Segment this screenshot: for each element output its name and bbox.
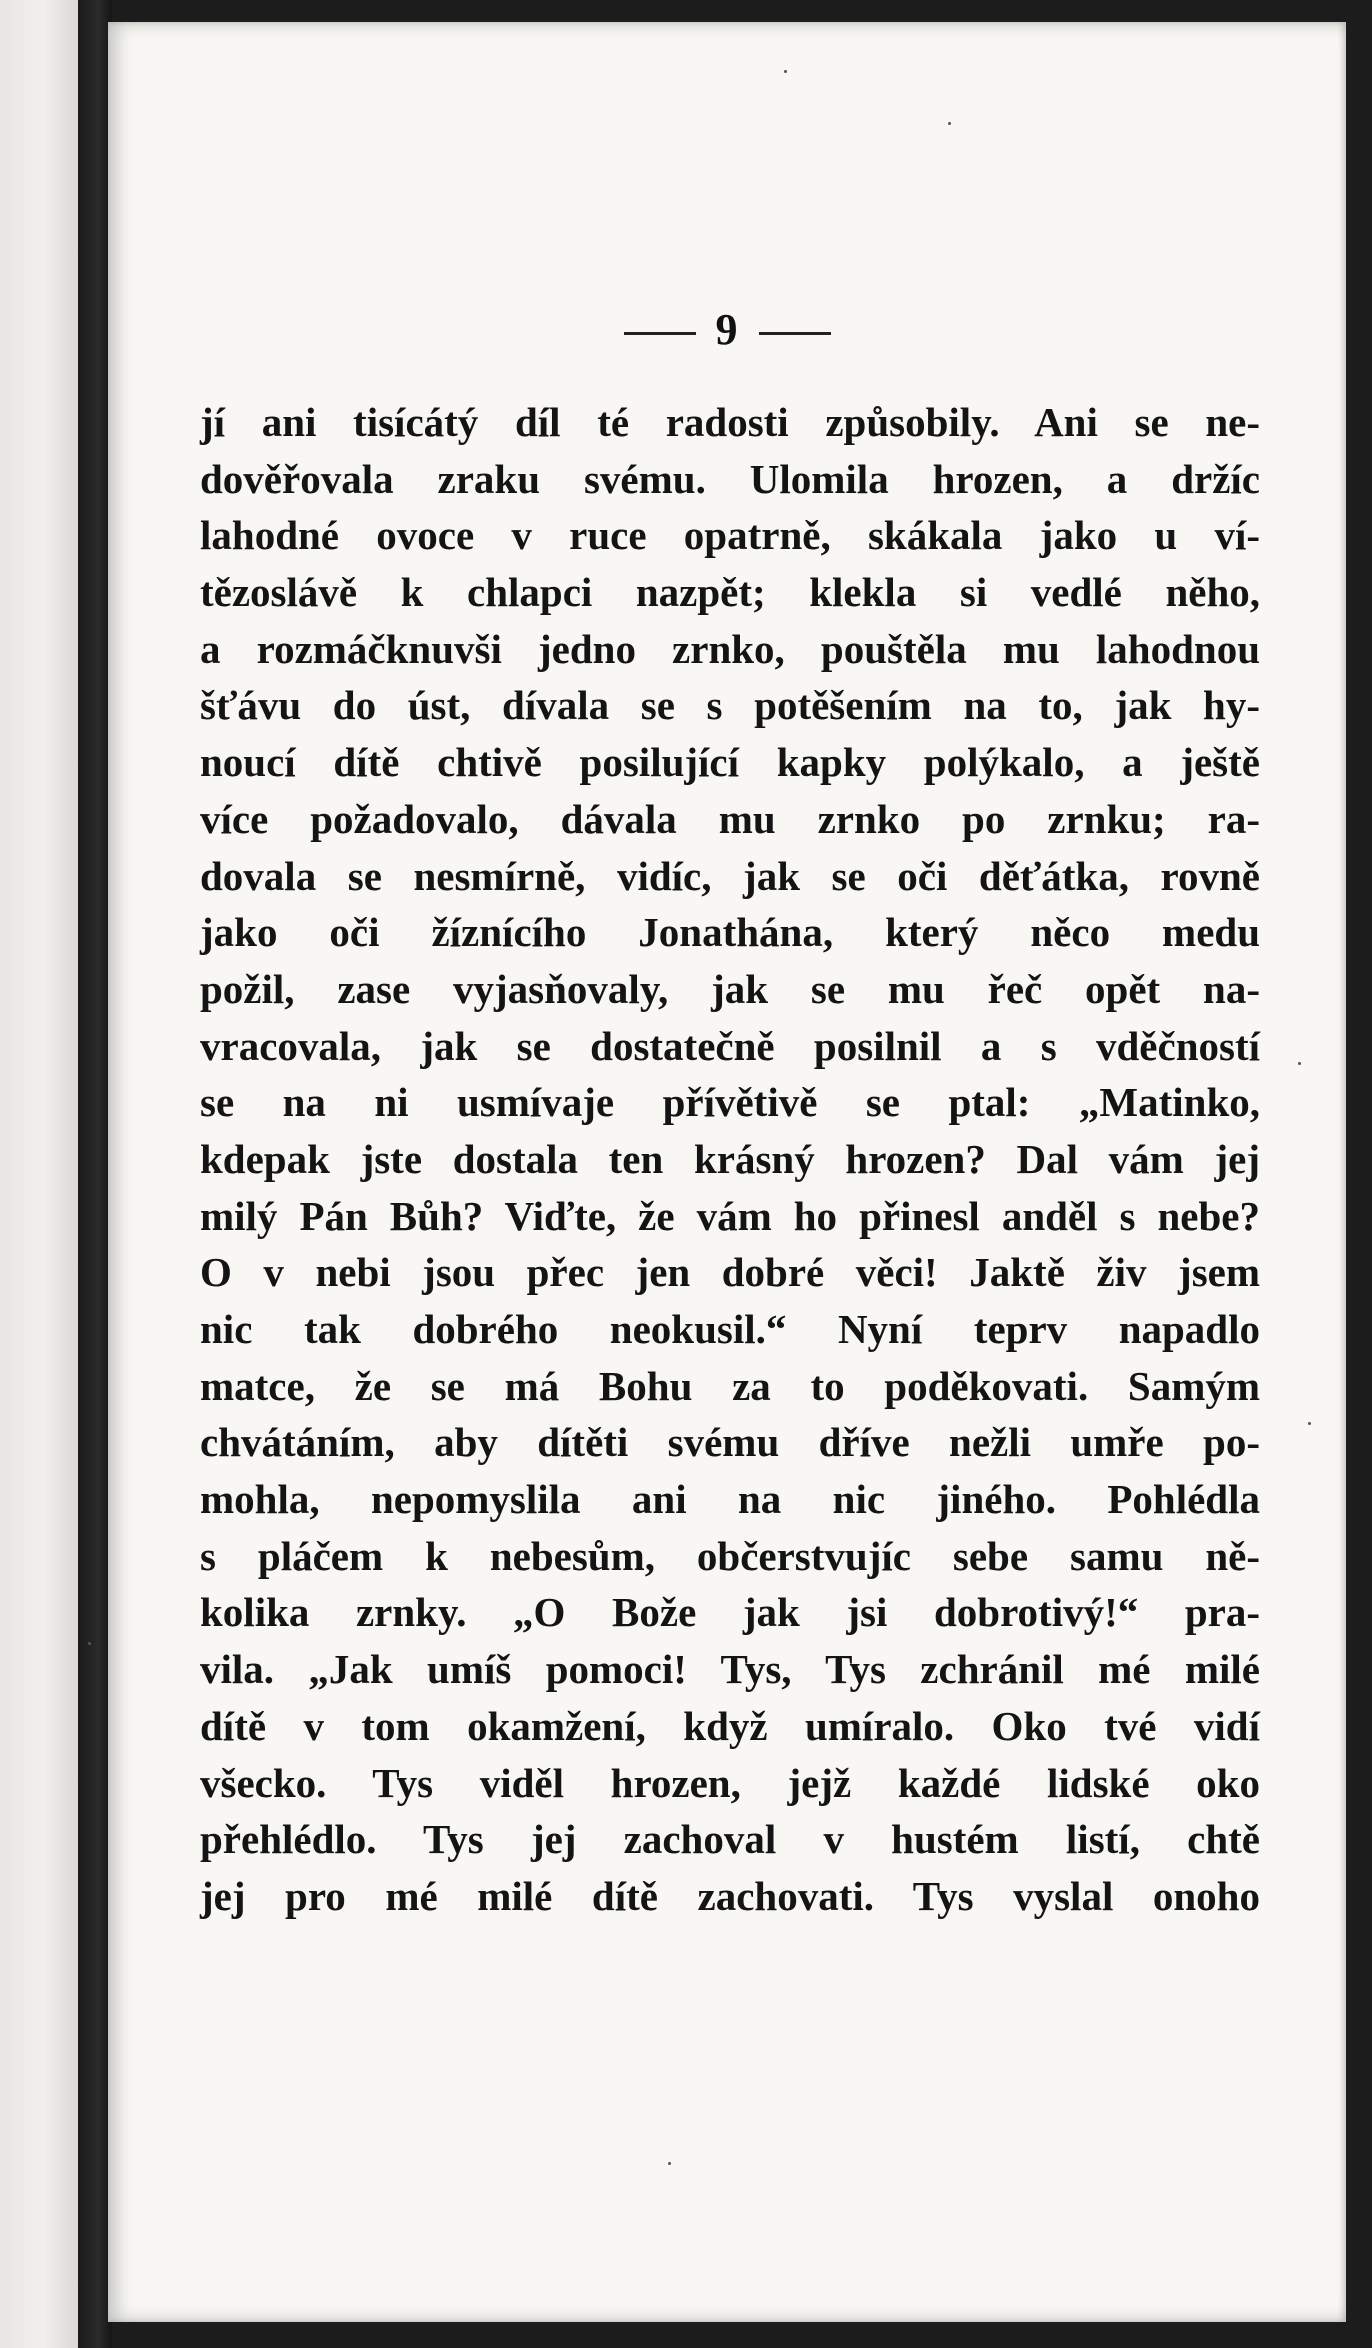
- text-line: a rozmáčknuvši jedno zrnko, pouštěla mu lahodnou: [200, 625, 1260, 672]
- paper-speck: [1308, 1422, 1311, 1425]
- text-line: dovala se nesmírně, vidíc, jak se oči děťátka, rovně: [200, 852, 1260, 899]
- text-line: jí ani tisícátý díl té radosti způsobily. Ani se ne-: [200, 399, 1260, 445]
- text-line: s pláčem k nebesům, občerstvujíc sebe samu ně-: [200, 1532, 1260, 1579]
- paper-speck: [668, 2162, 671, 2165]
- text-line: všecko. Tys viděl hrozen, jejž každé lidské oko: [200, 1759, 1260, 1806]
- text-line: požil, zase vyjasňovaly, jak se mu řeč opět na-: [200, 965, 1260, 1012]
- paper-speck: [948, 122, 951, 125]
- text-line: jako oči žíznícího Jonathána, který něco medu: [200, 909, 1260, 956]
- book-page: [108, 22, 1346, 2322]
- text-line: dověřovala zraku svému. Ulomila hrozen, a držíc: [200, 455, 1260, 502]
- right-dash: [759, 332, 831, 335]
- text-line: noucí dítě chtivě posilující kapky polýkalo, a ještě: [200, 739, 1260, 786]
- text-line: matce, že se má Bohu za to poděkovati. Samým: [200, 1362, 1260, 1409]
- paper-speck: [1298, 1062, 1301, 1065]
- text-line: tězoslávě k chlapci nazpět; klekla si vedlé něho,: [200, 569, 1260, 616]
- text-line: kolika zrnky. „O Bože jak jsi dobrotivý!“ pra-: [200, 1589, 1260, 1636]
- text-line: vila. „Jak umíš pomoci! Tys, Tys zchránil mé milé: [200, 1646, 1260, 1693]
- text-line: mohla, nepomyslila ani na nic jiného. Pohlédla: [200, 1476, 1260, 1523]
- text-line: chvátáním, aby dítěti svému dříve nežli umře po-: [200, 1419, 1260, 1466]
- text-line: více požadovalo, dávala mu zrnko po zrnku; ra-: [200, 795, 1260, 842]
- text-line: O v nebi jsou přec jen dobré věci! Jaktě živ jsem: [200, 1249, 1260, 1296]
- book-gutter: [78, 0, 112, 2348]
- page-number: 9: [715, 305, 739, 354]
- text-line: šťávu do úst, dívala se s potěšením na to, jak hy-: [200, 682, 1260, 729]
- left-dash: [624, 332, 696, 335]
- page-number-header: [108, 304, 1346, 355]
- text-line: dítě v tom okamžení, když umíralo. Oko tvé vidí: [200, 1702, 1260, 1749]
- previous-page-edge: [0, 0, 80, 2348]
- paper-speck: [784, 70, 787, 73]
- text-line: přehlédlo. Tys jej zachoval v hustém listí, chtě: [200, 1816, 1260, 1863]
- text-line: nic tak dobrého neokusil.“ Nyní teprv napadlo: [200, 1306, 1260, 1352]
- text-line: jej pro mé milé dítě zachovati. Tys vyslal onoho: [200, 1872, 1260, 1919]
- page-body-text: [200, 394, 1260, 1925]
- text-line: milý Pán Bůh? Viďte, že vám ho přinesl anděl s nebe?: [200, 1192, 1260, 1239]
- text-line: se na ni usmívaje přívětivě se ptal: „Matinko,: [200, 1079, 1260, 1126]
- paper-speck: [88, 1642, 91, 1645]
- text-line: vracovala, jak se dostatečně posilnil a s vděčností: [200, 1022, 1260, 1069]
- text-line: lahodné ovoce v ruce opatrně, skákala jako u ví-: [200, 512, 1260, 559]
- text-line: kdepak jste dostala ten krásný hrozen? Dal vám jej: [200, 1135, 1260, 1182]
